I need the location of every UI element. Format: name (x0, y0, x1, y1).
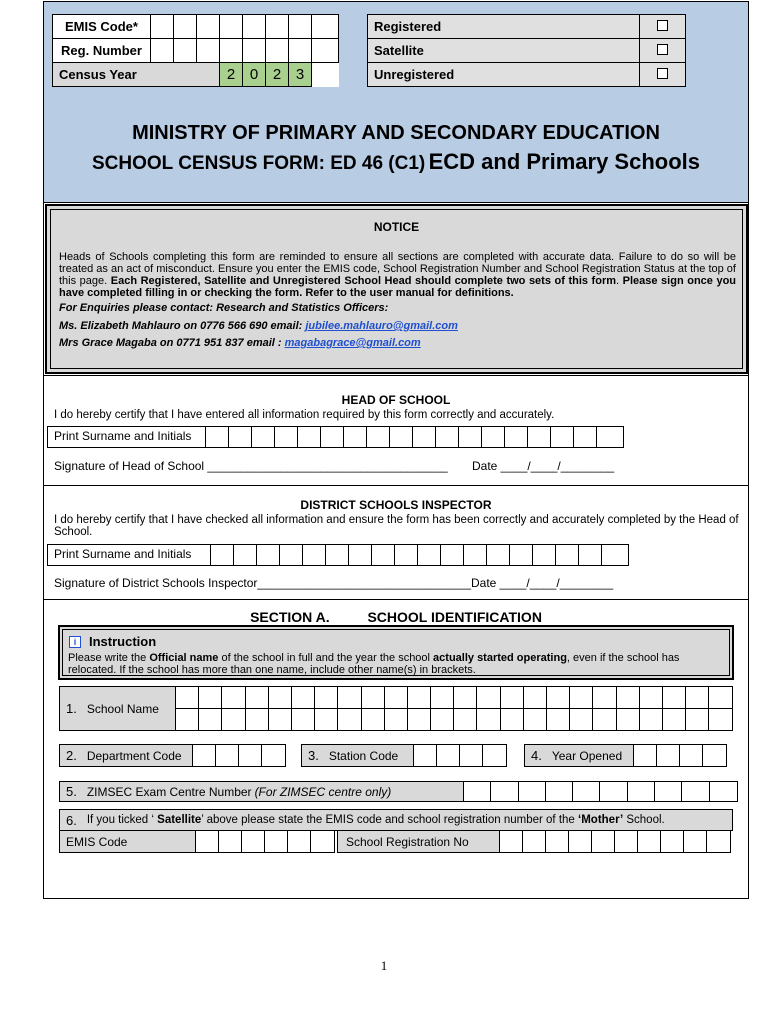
instruction-title: Instruction (89, 634, 157, 649)
status-grid (367, 14, 686, 87)
reg-cell[interactable] (220, 39, 243, 63)
emis-cell[interactable] (289, 15, 312, 39)
school-name-label: School Name (86, 701, 159, 716)
instruction-box (58, 625, 734, 680)
notice-bold-text: Please sign once you have completed filling in or checking the form. Refer to the user manual for definitions. (59, 275, 737, 299)
sat-text: School. (623, 814, 665, 826)
station-code-label: Station Code (328, 748, 399, 763)
info-icon: i (69, 636, 81, 648)
field-number: 1. (66, 701, 77, 716)
reg-cell[interactable] (151, 39, 174, 63)
divider (43, 599, 749, 600)
satellite-note-box (59, 809, 733, 831)
mother-reg-label: School Registration No (338, 831, 500, 852)
emis-cell[interactable] (174, 15, 197, 39)
sat-text: If you ticked ‘ (86, 814, 158, 826)
inspector-name-field[interactable] (47, 544, 629, 566)
zimsec-label: ZIMSEC Exam Centre Number (86, 784, 252, 799)
field-number: 5. (66, 784, 77, 799)
mother-emis-label: EMIS Code (60, 831, 196, 852)
satellite-checkbox[interactable] (640, 39, 686, 63)
reg-cell[interactable] (243, 39, 266, 63)
emis-cell[interactable] (151, 15, 174, 39)
email-link-2[interactable]: magabagrace@gmail.com (284, 337, 421, 349)
instruction-text (68, 652, 723, 676)
form-subtitle: ECD and Primary Schools (428, 149, 700, 174)
school-name-label-box (59, 686, 176, 731)
field-number: 6. (66, 812, 77, 828)
instr-bold: actually started operating (433, 652, 567, 664)
mother-emis-field[interactable] (59, 830, 335, 853)
emis-cell[interactable] (197, 15, 220, 39)
instruction-heading (69, 634, 729, 649)
page-number: 1 (380, 958, 388, 973)
instr-text: , even if the school has relocated. If the school has more than one name, include other name(s) in brackets. (68, 652, 680, 676)
head-signature-line[interactable]: Signature of Head of School ____________________________________ (54, 459, 448, 473)
registered-checkbox[interactable] (640, 15, 686, 39)
id-grid (52, 14, 339, 87)
department-code-label: Department Code (86, 748, 182, 763)
email-link-1[interactable]: jubilee.mahlauro@gmail.com (305, 320, 458, 332)
census-digit: 2 (266, 63, 289, 87)
census-digit: 2 (220, 63, 243, 87)
form-title (44, 149, 748, 175)
contact-line-1 (51, 318, 742, 334)
field-number: 3. (308, 748, 319, 763)
census-digit: 0 (243, 63, 266, 87)
section-a-title (44, 609, 748, 625)
section-a-label: SECTION A. (250, 609, 330, 625)
head-name-field[interactable] (47, 426, 624, 448)
year-opened-label: Year Opened (551, 748, 623, 763)
reg-cell[interactable] (174, 39, 197, 63)
divider (43, 485, 749, 486)
head-date-line[interactable]: Date ____/____/________ (472, 459, 615, 473)
instr-text: Please write the (68, 652, 150, 664)
contact-line-2 (51, 335, 742, 351)
contact-1-text: Ms. Elizabeth Mahlauro on 0776 566 690 email: (59, 320, 306, 332)
status-unregistered-label: Unregistered (368, 63, 640, 87)
reg-cell[interactable] (289, 39, 312, 63)
reg-cell[interactable] (312, 39, 339, 63)
mother-reg-field[interactable] (337, 830, 731, 853)
unregistered-checkbox[interactable] (640, 63, 686, 87)
year-opened-field[interactable] (524, 744, 727, 767)
section-a-name: SCHOOL IDENTIFICATION (367, 609, 542, 625)
sat-bold: ‘Mother’ (578, 814, 624, 826)
head-certify-text: I do hereby certify that I have entered all information required by this form correctly and accurately. (54, 409, 555, 421)
sat-text: ’ above please state the EMIS code and school registration number of the (201, 814, 579, 826)
emis-cell[interactable] (243, 15, 266, 39)
satellite-note-text (87, 814, 665, 826)
sat-bold: Satellite (157, 814, 202, 826)
status-satellite-label: Satellite (368, 39, 640, 63)
notice-heading: NOTICE (373, 220, 420, 234)
reg-cell[interactable] (197, 39, 220, 63)
inspector-date-line[interactable]: Date ____/____/________ (471, 576, 614, 590)
census-digit: 3 (289, 63, 312, 87)
emis-cell[interactable] (312, 15, 339, 39)
status-registered-label: Registered (368, 15, 640, 39)
enquiries-line: For Enquiries please contact: Research and Statistics Officers: (59, 302, 389, 314)
department-code-field[interactable] (59, 744, 286, 767)
emis-code-label: EMIS Code* (53, 15, 151, 39)
reg-number-label: Reg. Number (53, 39, 151, 63)
inspector-name-label: Print Surname and Initials (48, 545, 211, 565)
emis-cell[interactable] (220, 15, 243, 39)
inspector-certify-text: I do hereby certify that I have checked all information and ensure the form has been correctly and accurately completed by the Head of School. (54, 514, 739, 538)
contact-2-text: Mrs Grace Magaba on 0771 951 837 email : (59, 337, 285, 349)
inspector-signature-line[interactable]: Signature of District Schools Inspector________________________________ (54, 576, 471, 590)
notice-body (51, 251, 742, 299)
emis-cell[interactable] (266, 15, 289, 39)
reg-cell[interactable] (266, 39, 289, 63)
station-code-field[interactable] (301, 744, 507, 767)
notice-dot: . (616, 275, 620, 287)
instr-bold: Official name (149, 652, 219, 664)
notice-box (45, 204, 748, 374)
ministry-title: MINISTRY OF PRIMARY AND SECONDARY EDUCATION (132, 122, 660, 144)
zimsec-field[interactable] (59, 781, 738, 802)
head-name-label: Print Surname and Initials (48, 427, 206, 447)
instr-text: of the school in full and the year the school (218, 652, 434, 664)
inspector-heading: DISTRICT SCHOOLS INSPECTOR (300, 498, 492, 512)
divider (43, 375, 749, 376)
census-year-label: Census Year (53, 63, 220, 87)
head-of-school-heading: HEAD OF SCHOOL (341, 393, 451, 407)
notice-bold-text: Each Registered, Satellite and Unregistered School Head should complete two sets of this form (110, 275, 617, 287)
notice-text: Heads of Schools completing this form are reminded to ensure all sections are completed with accurate data. Failure to do so will be treated as an act of misconduct. Ensure you enter the EMIS code, School Registration Number and School Registration Status at the top of this page. (59, 251, 736, 287)
field-number: 2. (66, 748, 77, 763)
divider (748, 485, 749, 506)
form-code: SCHOOL CENSUS FORM: ED 46 (C1) (91, 153, 426, 174)
field-number: 4. (531, 748, 542, 763)
school-name-input[interactable] (175, 686, 733, 731)
zimsec-note: (For ZIMSEC centre only) (254, 784, 392, 799)
